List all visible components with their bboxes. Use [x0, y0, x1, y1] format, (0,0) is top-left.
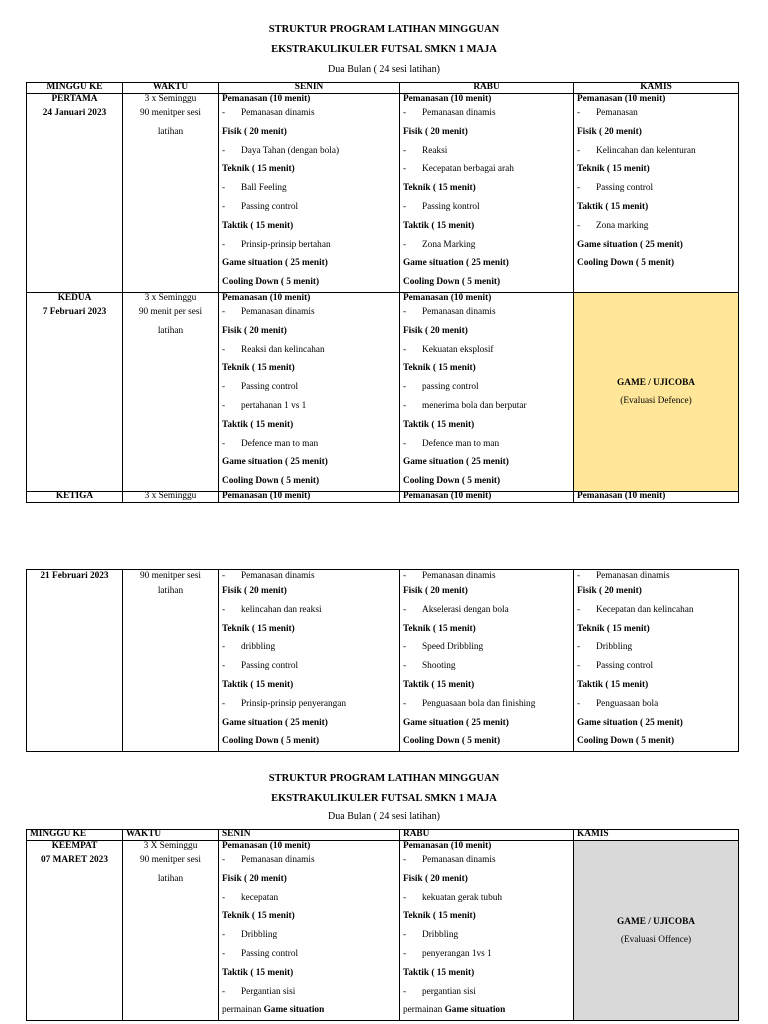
- list-item: - Pemanasan dinamis: [222, 571, 315, 581]
- list-item: - Shooting: [403, 661, 456, 672]
- list-item: permainan Game situation: [403, 1005, 506, 1016]
- header-waktu: WAKTU: [123, 83, 219, 94]
- list-item: - pergantian sisi: [403, 986, 476, 997]
- list-item: - Defence man to man: [222, 438, 319, 449]
- section-heading: Game situation ( 25 menit): [403, 258, 509, 269]
- list-item: - dribbling: [222, 642, 276, 653]
- list-item: permainan Game situation: [222, 1005, 325, 1016]
- kamis-cell: [574, 491, 739, 502]
- section-heading: Game situation ( 25 menit): [222, 258, 328, 269]
- list-item: - kekuatan gerak tubuh: [403, 892, 503, 903]
- table-row-week-1: [27, 94, 739, 293]
- minggu-cell: [27, 292, 123, 491]
- schedule-table-1: [26, 82, 739, 503]
- table-row-week-3-cont: [27, 570, 739, 752]
- section-heading: Cooling Down ( 5 menit): [403, 476, 501, 487]
- waktu-line: 90 menitper sesi: [140, 855, 201, 865]
- list-item: - kecepatan: [222, 892, 279, 903]
- list-item: - Pemanasan dinamis: [222, 306, 315, 317]
- section-heading: Taktik ( 15 menit): [403, 679, 475, 690]
- list-item: - Passing control: [222, 661, 299, 672]
- section-heading: Pemanasan (10 menit): [222, 292, 311, 303]
- week-date: 7 Februari 2023: [42, 306, 107, 317]
- section-heading: Teknik ( 15 menit): [403, 623, 476, 634]
- waktu-line: latihan: [157, 126, 184, 137]
- minggu-cell: [27, 841, 123, 1021]
- section-heading: Fisik ( 20 menit): [222, 586, 287, 596]
- senin-cell: [219, 491, 400, 502]
- section-heading: Taktik ( 15 menit): [403, 419, 475, 430]
- waktu-line: 90 menitper sesi: [140, 108, 201, 118]
- section-heading: Pemanasan (10 menit): [403, 491, 492, 501]
- section-heading: Pemanasan (10 menit): [403, 841, 492, 851]
- schedule-table-3: [26, 829, 739, 1021]
- section-heading: Fisik ( 20 menit): [403, 126, 468, 137]
- doc-subtitle-repeat: Dua Bulan ( 24 sesi latihan): [328, 811, 440, 822]
- list-item: - Reaksi dan kelincahan: [222, 344, 325, 355]
- week-label: KEEMPAT: [51, 841, 98, 851]
- section-heading: Game situation ( 25 menit): [403, 717, 509, 728]
- section-heading: Teknik ( 15 menit): [222, 363, 295, 374]
- section-heading: Fisik ( 20 menit): [403, 873, 468, 884]
- week-label: KEDUA: [57, 292, 92, 303]
- section-heading: Teknik ( 15 menit): [577, 164, 650, 175]
- list-item: - Passing control: [577, 661, 654, 672]
- section-heading: Teknik ( 15 menit): [403, 911, 476, 922]
- list-item: - Kelincahan dan kelenturan: [577, 145, 696, 156]
- table-row-week-4: [27, 841, 739, 1021]
- list-item: - Ball Feeling: [222, 183, 287, 194]
- header-minggu: MINGGU KE: [27, 830, 123, 841]
- list-item: - Prinsip-prinsip bertahan: [222, 239, 331, 250]
- rabu-cell: [400, 292, 574, 491]
- list-item: - Pemanasan dinamis: [403, 571, 496, 581]
- kamis-cell: [574, 94, 739, 293]
- waktu-cell: [123, 570, 219, 752]
- doc-subtitle: Dua Bulan ( 24 sesi latihan): [328, 64, 440, 75]
- list-item: - menerima bola dan berputar: [403, 400, 527, 411]
- list-item: - passing control: [403, 382, 479, 393]
- senin-cell: [219, 570, 400, 752]
- table-row-week-3: [27, 491, 739, 502]
- header-kamis: KAMIS: [574, 830, 739, 841]
- list-item: - Penguasaan bola dan finishing: [403, 698, 536, 709]
- doc-title-line1: STRUKTUR PROGRAM LATIHAN MINGGUAN: [268, 24, 500, 35]
- section-heading: Fisik ( 20 menit): [403, 586, 468, 596]
- list-item: - Dribbling: [222, 930, 278, 941]
- section-heading: Teknik ( 15 menit): [403, 183, 476, 194]
- list-item: - kelincahan dan reaksi: [222, 604, 322, 615]
- list-item: - Passing kontrol: [403, 201, 480, 212]
- waktu-line: 3 x Seminggu: [144, 491, 197, 501]
- section-heading: Taktik ( 15 menit): [222, 419, 294, 430]
- list-item: - pertahanan 1 vs 1: [222, 400, 307, 411]
- doc-title-line2-repeat: EKSTRAKULIKULER FUTSAL SMKN 1 MAJA: [271, 793, 497, 804]
- section-heading: Pemanasan (10 menit): [222, 491, 311, 501]
- list-item: - Pemanasan dinamis: [403, 855, 496, 865]
- header-waktu: WAKTU: [123, 830, 219, 841]
- section-heading: Teknik ( 15 menit): [222, 911, 295, 922]
- game-title: GAME / UJICOBA: [617, 377, 695, 388]
- rabu-cell: [400, 570, 574, 752]
- header-senin: SENIN: [219, 830, 400, 841]
- section-heading: Game situation ( 25 menit): [577, 717, 683, 728]
- list-item: - Pemanasan: [577, 108, 638, 118]
- kamis-cell: [574, 570, 739, 752]
- section-heading: Fisik ( 20 menit): [222, 126, 287, 137]
- section-heading: Teknik ( 15 menit): [222, 623, 295, 634]
- waktu-line: 3 x Seminggu: [144, 94, 197, 104]
- section-heading: Pemanasan (10 menit): [403, 292, 492, 303]
- section-heading: Taktik ( 15 menit): [222, 679, 294, 690]
- list-item: - Akselerasi dengan bola: [403, 604, 509, 615]
- waktu-cell: [123, 491, 219, 502]
- kamis-game-cell: [574, 292, 739, 491]
- minggu-cell: [27, 570, 123, 752]
- waktu-line: 90 menit per sesi: [138, 306, 203, 317]
- waktu-line: latihan: [157, 873, 184, 884]
- list-item: - Speed Dribbling: [403, 642, 484, 653]
- section-heading: Fisik ( 20 menit): [222, 325, 287, 336]
- kamis-game-cell: [574, 841, 739, 1021]
- section-heading: Cooling Down ( 5 menit): [403, 736, 501, 747]
- table-row-week-2: [27, 292, 739, 491]
- doc-title-line1-repeat: STRUKTUR PROGRAM LATIHAN MINGGUAN: [268, 773, 500, 784]
- list-item: - Dribbling: [577, 642, 633, 653]
- list-item: - Zona marking: [577, 220, 649, 231]
- section-heading: Pemanasan (10 menit): [403, 94, 492, 104]
- list-item: - penyerangan 1vs 1: [403, 948, 492, 959]
- section-heading: Pemanasan (10 menit): [577, 491, 666, 501]
- waktu-line: latihan: [157, 586, 184, 596]
- week-date: 07 MARET 2023: [41, 855, 108, 865]
- rabu-cell: [400, 841, 574, 1021]
- minggu-cell: [27, 491, 123, 502]
- section-heading: Taktik ( 15 menit): [222, 220, 294, 231]
- waktu-cell: [123, 292, 219, 491]
- waktu-cell: [123, 841, 219, 1021]
- section-heading: Game situation ( 25 menit): [222, 717, 328, 728]
- section-heading: Cooling Down ( 5 menit): [577, 736, 675, 747]
- header-rabu: RABU: [400, 830, 574, 841]
- game-subtitle: (Evaluasi Offence): [620, 934, 692, 945]
- section-heading: Teknik ( 15 menit): [577, 623, 650, 634]
- section-heading: Cooling Down ( 5 menit): [222, 277, 320, 288]
- list-item: - Dribbling: [403, 930, 459, 941]
- game-subtitle: (Evaluasi Defence): [620, 395, 692, 406]
- table-header-row: [27, 830, 739, 841]
- game-title: GAME / UJICOBA: [617, 916, 695, 927]
- section-heading: Pemanasan (10 menit): [222, 94, 311, 104]
- week-date: 24 Januari 2023: [42, 108, 107, 118]
- list-item: - Penguasaan bola: [577, 698, 659, 709]
- list-item: - Pemanasan dinamis: [222, 108, 315, 118]
- section-heading: Teknik ( 15 menit): [222, 164, 295, 175]
- schedule-table-2: [26, 569, 739, 752]
- waktu-line: 90 menitper sesi: [140, 571, 201, 581]
- section-heading: Fisik ( 20 menit): [577, 126, 642, 137]
- list-item: - Passing control: [577, 183, 654, 194]
- section-heading: Game situation ( 25 menit): [577, 239, 683, 250]
- list-item: - Pemanasan dinamis: [577, 571, 670, 581]
- section-heading: Taktik ( 15 menit): [403, 967, 475, 978]
- list-item: - Passing control: [222, 201, 299, 212]
- header-senin: SENIN: [219, 83, 400, 94]
- list-item: - Passing control: [222, 948, 299, 959]
- section-heading: Taktik ( 15 menit): [577, 201, 649, 212]
- section-heading: Game situation ( 25 menit): [222, 457, 328, 468]
- doc-title-line2: EKSTRAKULIKULER FUTSAL SMKN 1 MAJA: [271, 44, 497, 55]
- section-heading: Cooling Down ( 5 menit): [577, 258, 675, 269]
- table-header-row: [27, 83, 739, 94]
- week-date: 21 Februari 2023: [40, 571, 109, 581]
- list-item: - Kekuatan eksplosif: [403, 344, 494, 355]
- section-heading: Pemanasan (10 menit): [577, 94, 666, 104]
- list-item: - Zona Marking: [403, 239, 476, 250]
- section-heading: Game situation ( 25 menit): [403, 457, 509, 468]
- senin-cell: [219, 292, 400, 491]
- rabu-cell: [400, 94, 574, 293]
- week-label: KETIGA: [55, 491, 94, 501]
- list-item: - Kecepatan dan kelincahan: [577, 604, 694, 615]
- list-item: - Kecepatan berbagai arah: [403, 164, 514, 175]
- section-heading: Taktik ( 15 menit): [222, 967, 294, 978]
- waktu-line: 3 X Seminggu: [143, 841, 198, 851]
- section-heading: Cooling Down ( 5 menit): [403, 277, 501, 288]
- header-rabu: RABU: [400, 83, 574, 94]
- header-kamis: KAMIS: [574, 83, 739, 94]
- list-item: - Reaksi: [403, 145, 448, 156]
- list-item: - Pergantian sisi: [222, 986, 296, 997]
- section-heading: Teknik ( 15 menit): [403, 363, 476, 374]
- section-heading: Fisik ( 20 menit): [222, 873, 287, 884]
- section-heading: Pemanasan (10 menit): [222, 841, 311, 851]
- rabu-cell: [400, 491, 574, 502]
- section-heading: Taktik ( 15 menit): [577, 679, 649, 690]
- list-item: - Pemanasan dinamis: [403, 306, 496, 317]
- minggu-cell: [27, 94, 123, 293]
- list-item: - Pemanasan dinamis: [222, 855, 315, 865]
- list-item: - Pemanasan dinamis: [403, 108, 496, 118]
- section-heading: Fisik ( 20 menit): [577, 586, 642, 596]
- section-heading: Cooling Down ( 5 menit): [222, 476, 320, 487]
- section-heading: Taktik ( 15 menit): [403, 220, 475, 231]
- week-label: PERTAMA: [51, 94, 98, 104]
- list-item: - Passing control: [222, 382, 299, 393]
- senin-cell: [219, 841, 400, 1021]
- senin-cell: [219, 94, 400, 293]
- section-heading: Cooling Down ( 5 menit): [222, 736, 320, 747]
- waktu-cell: [123, 94, 219, 293]
- section-heading: Fisik ( 20 menit): [403, 325, 468, 336]
- waktu-line: 3 x Seminggu: [144, 292, 197, 303]
- waktu-line: latihan: [157, 325, 184, 336]
- header-minggu: MINGGU KE: [27, 83, 123, 94]
- list-item: - Prinsip-prinsip penyerangan: [222, 698, 347, 709]
- list-item: - Defence man to man: [403, 438, 500, 449]
- list-item: - Daya Tahan (dengan bola): [222, 145, 340, 156]
